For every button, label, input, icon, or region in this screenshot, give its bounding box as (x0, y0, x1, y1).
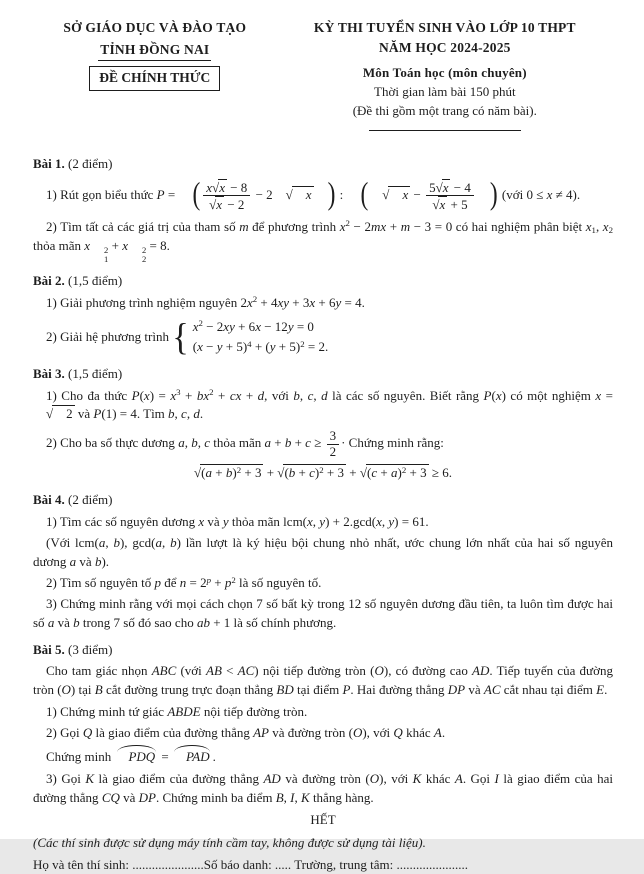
bai-3-item-1: 1) Cho đa thức $P(x) = x^3 + bx^2$ + cx + d, với b, c, d là các số nguyên. Biết rằng P(x) có một nghiệm x = √ 2 và P(1) = 4. Tìm b, c, d. (46, 387, 613, 422)
bai-1-heading: Bài 1. (2 điểm) (33, 155, 113, 171)
bai-3-heading: Bài 3. (1,5 điểm) (33, 366, 123, 382)
bai-1-item-2: 2) Tìm tất cả các giá trị của tham số m để phương trình $x^2 - 2mx + m - 3 = 0$ có hai nghiệm phân biệt x1, x2 thỏa mãn x 2 1 + x 2 2 = 8. (33, 218, 613, 265)
bai-4-item-2: 2) Tìm số nguyên tố p để $n = 2^p + p^2$ là số nguyên tố. (46, 574, 322, 591)
province-name-row (33, 38, 277, 62)
bai-2-heading: Bài 2. (1,5 điểm) (33, 273, 123, 289)
bai-4-item-3: 3) Chứng minh rằng với mọi cách chọn 7 số bất kỳ trong 12 số nguyên dương đầu tiên, ta luôn tìm được hai số a và b trong 7 số đó sao cho ab + 1 là số chính phương. (33, 596, 613, 631)
bai-5-item-1: 1) Chứng minh tứ giác ABDE nội tiếp đường tròn. (46, 703, 308, 719)
duration-line: Thời gian làm bài 150 phút (374, 83, 516, 99)
bai-3-display: $√(a + b)^2 + 3 + √(b + c)^2 + 3 + √(c + a)^2 + 3 \ge 6$. (194, 464, 452, 481)
school-year: NĂM HỌC 2024-2025 (378, 39, 511, 55)
system-equation-row: $x^2 - 2xy + 6x - 12y = 0$ (192, 318, 314, 334)
bai-5-item-2b: Chứng minh PDQ = PAD . (33, 745, 613, 767)
exam-title-block (277, 18, 613, 131)
het-line: HẾT (310, 812, 336, 828)
exam-body (33, 155, 613, 874)
bai-4-item-1: 1) Tìm các số nguyên dương x và y thỏa mãn lcm(x, y) + 2.gcd(x, y) = 61. (46, 513, 429, 529)
bai-5-item-2: 2) Gọi Q là giao điểm của đường thẳng AP và đường tròn (O), với Q khác A. (46, 725, 446, 741)
subject-line: Môn Toán học (môn chuyên) (362, 65, 527, 81)
bai-2-item-1: 1) Giải phương trình nghiệm nguyên $2x^2 + 4xy + 3x + 6y = 4$. (46, 294, 365, 310)
exam-header (33, 18, 613, 131)
department-name: SỞ GIÁO DỤC VÀ ĐÀO TẠO (63, 20, 247, 35)
bai-2-item-2: 2) Giải hệ phương trình { $x^2 - 2xy + 6x - 12y = 0$ $(x - y + 5)^4 + (y + 5)^2 = 2$. (46, 315, 329, 359)
official-exam-row (33, 66, 277, 91)
exam-title: KỲ THI TUYỂN SINH VÀO LỚP 10 THPT (313, 20, 576, 35)
footer-note: (Các thí sinh được sử dụng máy tính cầm tay, không được sử dụng tài liệu). (33, 835, 426, 851)
pages-note-line: (Đề thi gồm một trang có năm bài). (352, 102, 537, 118)
bai-1-item-1: 1) Rút gọn biểu thức P = ( $\frac{x√x - 8}{√x - 2}$ − 2 √ x ) : ( √ x − $\frac{5√x - 4}{√x + 5}$ ) (với 0 ≤ x ≠ 4). (46, 177, 581, 213)
issuing-authority-block (33, 18, 277, 91)
header-rule (369, 130, 521, 131)
bai-4-heading: Bài 4. (2 điểm) (33, 492, 113, 508)
bai-4-note: (Với lcm(a, b), gcd(a, b) lần lượt là ký hiệu bội chung nhỏ nhất, ước chung lớn nhất của hai số nguyên dương a và b). (33, 534, 614, 569)
official-exam-label: ĐỀ CHÍNH THỨC (89, 66, 220, 91)
bai-5-heading: Bài 5. (3 điểm) (33, 642, 113, 658)
province-name: TỈNH ĐỒNG NAI (98, 40, 211, 62)
bai-5-intro: Cho tam giác nhọn ABC (với AB < AC) nội tiếp đường tròn (O), có đường cao AD. Tiếp tuyến của đường tròn (O) tại B cắt đường trung trực đoạn thẳng BD tại điểm P. Hai đường thẳng DP và AC cắt nhau tại điểm E. (33, 663, 613, 698)
bai-5-item-3: 3) Gọi K là giao điểm của đường thẳng AD và đường tròn (O), với K khác A. Gọi I là giao điểm của hai đường thẳng CQ và DP. Chứng minh ba điểm B, I, K thẳng hàng. (33, 770, 613, 805)
system-equation-row: $(x - y + 5)^4 + (y + 5)^2 = 2$. (192, 339, 329, 355)
bai-3-item-2: 2) Cho ba số thực dương a, b, c thỏa mãn a + b + c ≥ $\frac{3}{2}$ · Chứng minh rằng: (46, 428, 444, 459)
footer-candidate-line: Họ và tên thí sinh: ......................Số báo danh: ..... Trường, trung tâm: ...................... (33, 856, 468, 872)
